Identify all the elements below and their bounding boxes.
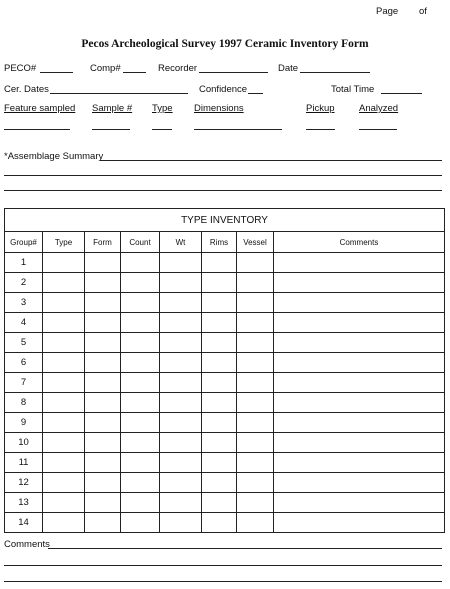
- table-row: [5, 513, 445, 533]
- form-cell[interactable]: [85, 273, 121, 293]
- wt-cell[interactable]: [160, 493, 202, 513]
- wt-cell[interactable]: [160, 313, 202, 333]
- comments-cell[interactable]: [274, 273, 445, 293]
- rims-cell[interactable]: [202, 293, 237, 313]
- wt-cell[interactable]: [160, 453, 202, 473]
- vessel-cell[interactable]: [237, 253, 274, 273]
- rims-cell[interactable]: [202, 473, 237, 493]
- column-header-group: Group#: [5, 232, 43, 253]
- group-number-cell: 5: [5, 333, 43, 353]
- table-row: [5, 353, 445, 373]
- comments-cell[interactable]: [274, 313, 445, 333]
- pickup-label: Pickup: [306, 103, 335, 114]
- total-time-label: Total Time: [331, 84, 375, 95]
- vessel-cell[interactable]: [237, 433, 274, 453]
- comments-cell[interactable]: [274, 293, 445, 313]
- comments-cell[interactable]: [274, 493, 445, 513]
- total-time-field[interactable]: [381, 93, 422, 94]
- count-cell[interactable]: [121, 453, 160, 473]
- count-cell[interactable]: [121, 333, 160, 353]
- count-cell[interactable]: [121, 513, 160, 533]
- column-header-rims: Rims: [202, 232, 237, 253]
- rims-cell[interactable]: [202, 513, 237, 533]
- comp-label: Comp#: [90, 63, 121, 74]
- table-row: [5, 293, 445, 313]
- cer-dates-label: Cer. Dates: [4, 84, 49, 95]
- assemblage-line-1[interactable]: [100, 160, 442, 161]
- table-row: [5, 493, 445, 513]
- type-inventory-table: [4, 208, 445, 533]
- comp-field[interactable]: [123, 72, 146, 73]
- cer-dates-field[interactable]: [50, 93, 188, 94]
- type-cell[interactable]: [43, 333, 85, 353]
- peco-label: PECO#: [4, 63, 37, 74]
- form-cell[interactable]: [85, 433, 121, 453]
- rims-cell[interactable]: [202, 373, 237, 393]
- table-row: [5, 333, 445, 353]
- assemblage-line-2[interactable]: [4, 175, 442, 176]
- vessel-cell[interactable]: [237, 473, 274, 493]
- wt-cell[interactable]: [160, 253, 202, 273]
- form-cell[interactable]: [85, 473, 121, 493]
- wt-cell[interactable]: [160, 273, 202, 293]
- confidence-field[interactable]: [248, 93, 263, 94]
- type-cell[interactable]: [43, 413, 85, 433]
- form-cell[interactable]: [85, 313, 121, 333]
- type-cell[interactable]: [43, 253, 85, 273]
- page-of-label: of: [419, 6, 427, 17]
- form-cell[interactable]: [85, 293, 121, 313]
- rims-cell[interactable]: [202, 493, 237, 513]
- count-cell[interactable]: [121, 253, 160, 273]
- comments-label: Comments: [4, 539, 50, 550]
- vessel-cell[interactable]: [237, 453, 274, 473]
- comments-line-2[interactable]: [4, 565, 442, 566]
- form-cell[interactable]: [85, 373, 121, 393]
- type-cell[interactable]: [43, 433, 85, 453]
- feature-sampled-field[interactable]: [4, 129, 70, 130]
- type-cell[interactable]: [43, 393, 85, 413]
- comments-cell[interactable]: [274, 513, 445, 533]
- type-cell[interactable]: [43, 453, 85, 473]
- rims-cell[interactable]: [202, 333, 237, 353]
- form-cell[interactable]: [85, 513, 121, 533]
- column-header-vessel: Vessel: [237, 232, 274, 253]
- vessel-cell[interactable]: [237, 273, 274, 293]
- count-cell[interactable]: [121, 493, 160, 513]
- analyzed-label: Analyzed: [359, 103, 399, 114]
- table-row: [5, 273, 445, 293]
- count-cell[interactable]: [121, 433, 160, 453]
- comments-cell[interactable]: [274, 453, 445, 473]
- wt-cell[interactable]: [160, 373, 202, 393]
- dimensions-label: Dimensions: [194, 103, 244, 114]
- type-cell[interactable]: [43, 293, 85, 313]
- type-field[interactable]: [152, 129, 172, 130]
- form-cell[interactable]: [85, 353, 121, 373]
- column-header-form: Form: [85, 232, 121, 253]
- group-number-cell: 10: [5, 433, 43, 453]
- peco-field[interactable]: [40, 72, 73, 73]
- count-cell[interactable]: [121, 273, 160, 293]
- table-row: [5, 393, 445, 413]
- confidence-label: Confidence: [199, 84, 248, 95]
- form-cell[interactable]: [85, 493, 121, 513]
- group-number-cell: 11: [5, 453, 43, 473]
- type-cell[interactable]: [43, 473, 85, 493]
- count-cell[interactable]: [121, 353, 160, 373]
- dimensions-field[interactable]: [194, 129, 282, 130]
- sample-label: Sample #: [92, 103, 133, 114]
- type-inventory-body: [5, 253, 445, 533]
- type-cell[interactable]: [43, 373, 85, 393]
- comments-cell[interactable]: [274, 473, 445, 493]
- group-number-cell: 14: [5, 513, 43, 533]
- rims-cell[interactable]: [202, 453, 237, 473]
- rims-cell[interactable]: [202, 313, 237, 333]
- table-row: [5, 413, 445, 433]
- table-row: [5, 473, 445, 493]
- vessel-cell[interactable]: [237, 513, 274, 533]
- form-cell[interactable]: [85, 393, 121, 413]
- group-number-cell: 8: [5, 393, 43, 413]
- wt-cell[interactable]: [160, 333, 202, 353]
- rims-cell[interactable]: [202, 253, 237, 273]
- rims-cell[interactable]: [202, 393, 237, 413]
- type-cell[interactable]: [43, 513, 85, 533]
- count-cell[interactable]: [121, 313, 160, 333]
- sample-field[interactable]: [92, 129, 130, 130]
- form-cell[interactable]: [85, 413, 121, 433]
- type-label: Type: [152, 103, 173, 114]
- comments-cell[interactable]: [274, 373, 445, 393]
- group-number-cell: 6: [5, 353, 43, 373]
- wt-cell[interactable]: [160, 513, 202, 533]
- column-header-count: Count: [121, 232, 160, 253]
- feature-sampled-label: Feature sampled: [4, 103, 76, 114]
- form-cell[interactable]: [85, 333, 121, 353]
- assemblage-line-3[interactable]: [4, 190, 442, 191]
- comments-cell[interactable]: [274, 413, 445, 433]
- form-title: Pecos Archeological Survey 1997 Ceramic Inventory Form: [81, 38, 369, 50]
- recorder-label: Recorder: [158, 63, 198, 74]
- wt-cell[interactable]: [160, 293, 202, 313]
- vessel-cell[interactable]: [237, 333, 274, 353]
- vessel-cell[interactable]: [237, 393, 274, 413]
- group-number-cell: 9: [5, 413, 43, 433]
- comments-line-3[interactable]: [4, 581, 442, 582]
- count-cell[interactable]: [121, 293, 160, 313]
- rims-cell[interactable]: [202, 353, 237, 373]
- group-number-cell: 1: [5, 253, 43, 273]
- table-row: [5, 453, 445, 473]
- group-number-cell: 13: [5, 493, 43, 513]
- wt-cell[interactable]: [160, 393, 202, 413]
- recorder-field[interactable]: [199, 72, 268, 73]
- comments-cell[interactable]: [274, 333, 445, 353]
- vessel-cell[interactable]: [237, 313, 274, 333]
- wt-cell[interactable]: [160, 433, 202, 453]
- type-cell[interactable]: [43, 313, 85, 333]
- vessel-cell[interactable]: [237, 293, 274, 313]
- type-cell[interactable]: [43, 353, 85, 373]
- table-row: [5, 253, 445, 273]
- page-label: Page: [376, 6, 399, 17]
- count-cell[interactable]: [121, 393, 160, 413]
- type-inventory-title: TYPE INVENTORY: [5, 209, 445, 232]
- group-number-cell: 4: [5, 313, 43, 333]
- rims-cell[interactable]: [202, 433, 237, 453]
- count-cell[interactable]: [121, 413, 160, 433]
- wt-cell[interactable]: [160, 413, 202, 433]
- type-cell[interactable]: [43, 273, 85, 293]
- table-row: [5, 313, 445, 333]
- group-number-cell: 7: [5, 373, 43, 393]
- vessel-cell[interactable]: [237, 373, 274, 393]
- pickup-field[interactable]: [306, 129, 335, 130]
- date-label: Date: [278, 63, 299, 74]
- vessel-cell[interactable]: [237, 493, 274, 513]
- form-cell[interactable]: [85, 453, 121, 473]
- table-row: [5, 433, 445, 453]
- column-header-wt: Wt: [160, 232, 202, 253]
- count-cell[interactable]: [121, 373, 160, 393]
- rims-cell[interactable]: [202, 413, 237, 433]
- count-cell[interactable]: [121, 473, 160, 493]
- group-number-cell: 12: [5, 473, 43, 493]
- analyzed-field[interactable]: [359, 129, 397, 130]
- date-field[interactable]: [300, 72, 370, 73]
- vessel-cell[interactable]: [237, 353, 274, 373]
- assemblage-summary-label: *Assemblage Summary: [4, 151, 104, 162]
- column-header-type: Type: [43, 232, 85, 253]
- rims-cell[interactable]: [202, 273, 237, 293]
- group-number-cell: 3: [5, 293, 43, 313]
- form-cell[interactable]: [85, 253, 121, 273]
- comments-cell[interactable]: [274, 393, 445, 413]
- wt-cell[interactable]: [160, 473, 202, 493]
- column-header-comments: Comments: [274, 232, 445, 253]
- comments-cell[interactable]: [274, 253, 445, 273]
- vessel-cell[interactable]: [237, 413, 274, 433]
- comments-line-1[interactable]: [48, 548, 442, 549]
- wt-cell[interactable]: [160, 353, 202, 373]
- type-cell[interactable]: [43, 493, 85, 513]
- table-row: [5, 373, 445, 393]
- comments-cell[interactable]: [274, 433, 445, 453]
- group-number-cell: 2: [5, 273, 43, 293]
- comments-cell[interactable]: [274, 353, 445, 373]
